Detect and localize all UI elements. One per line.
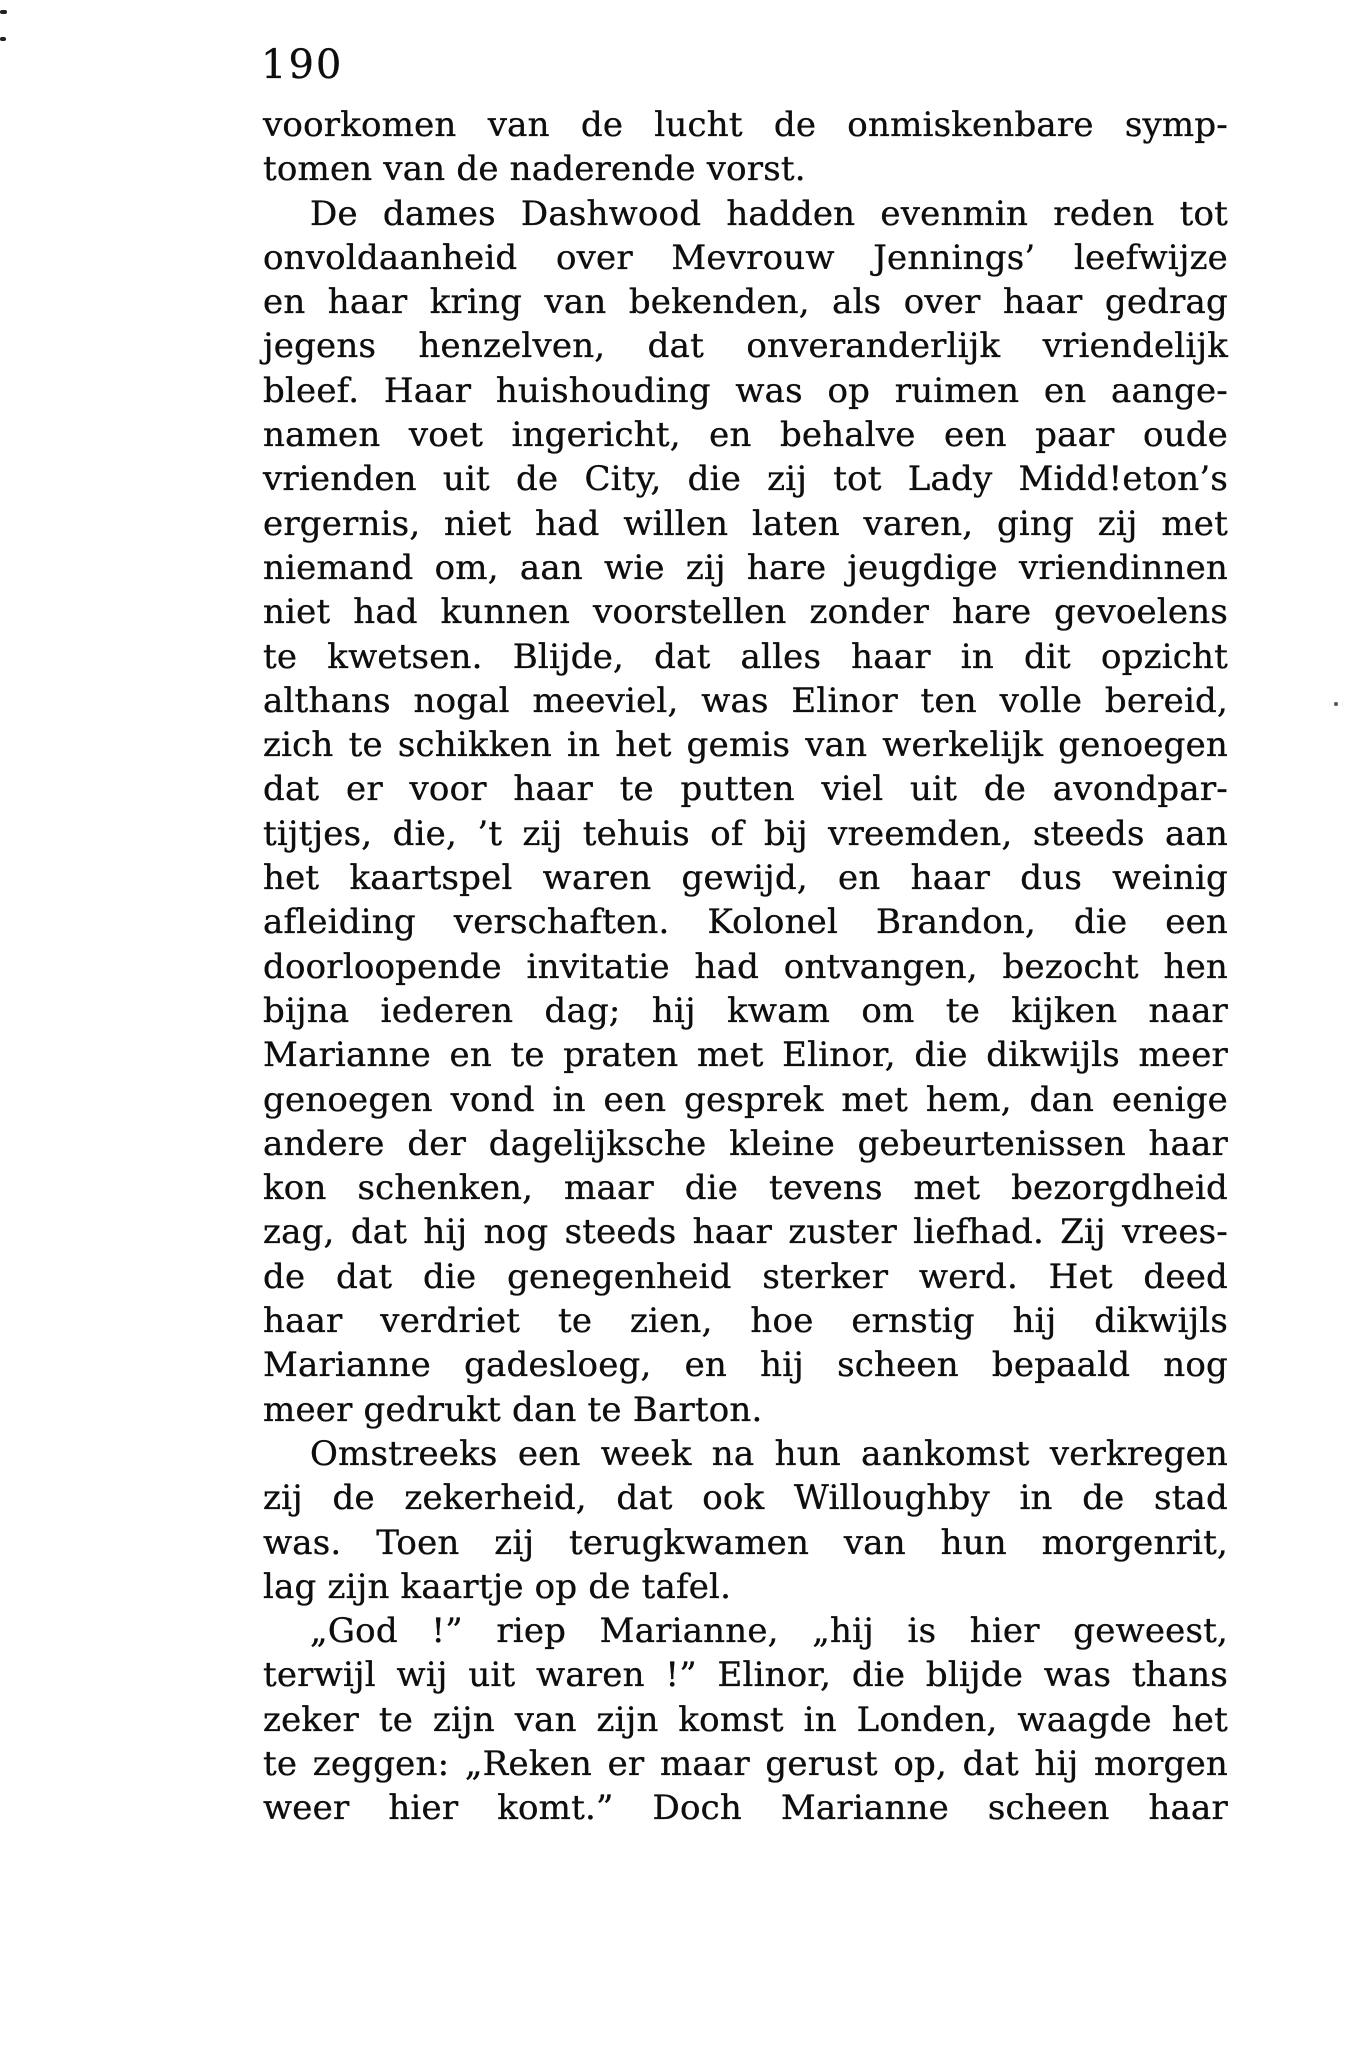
text-line: tomen van de naderende vorst. — [263, 149, 806, 190]
text-line: was. Toen zij terugkwamen van hun morgenrit, — [263, 1522, 1228, 1563]
text-line: kon schenken, maar die tevens met bezorgdheid — [263, 1168, 1228, 1209]
text-line: zich te schikken in het gemis van werkelijk genoegen — [263, 725, 1228, 766]
text-line: meer gedrukt dan te Barton. — [263, 1389, 763, 1430]
text-line: zeker te zijn van zijn komst in Londen, waagde het — [263, 1699, 1228, 1740]
text-line: „God !” riep Marianne, „hij is hier geweest, — [310, 1611, 1228, 1652]
text-line: onvoldaanheid over Mevrouw Jennings’ leefwijze — [263, 237, 1228, 278]
text-line: bijna iederen dag; hij kwam om te kijken naar — [263, 990, 1228, 1031]
text-line: weer hier komt.” Doch Marianne scheen haar — [263, 1788, 1228, 1829]
scan-speck — [0, 37, 6, 41]
text-line: Marianne gadesloeg, en hij scheen bepaald nog — [263, 1345, 1228, 1386]
text-line: de dat die genegenheid sterker werd. Het deed — [263, 1256, 1228, 1297]
text-line: niet had kunnen voorstellen zonder hare gevoelens — [263, 592, 1228, 633]
text-line: De dames Dashwood hadden evenmin reden tot — [310, 193, 1228, 234]
text-line: bleef. Haar huishouding was op ruimen en aange- — [263, 370, 1228, 411]
text-block — [263, 103, 1228, 1831]
text-line: tijtjes, die, ’t zij tehuis of bij vreemden, steeds aan — [263, 813, 1228, 854]
scan-speck — [1334, 702, 1338, 706]
text-line: zij de zekerheid, dat ook Willoughby in de stad — [263, 1478, 1228, 1519]
text-line: en haar kring van bekenden, als over haar gedrag — [263, 282, 1228, 323]
text-line: andere der dagelijksche kleine gebeurtenissen haar — [263, 1123, 1228, 1164]
text-line: te kwetsen. Blijde, dat alles haar in dit opzicht — [263, 636, 1228, 677]
text-line: afleiding verschaften. Kolonel Brandon, die een — [263, 902, 1228, 943]
text-line: haar verdriet te zien, hoe ernstig hij dikwijls — [263, 1301, 1228, 1342]
text-line: genoegen vond in een gesprek met hem, dan eenige — [263, 1079, 1228, 1120]
text-line: Marianne en te praten met Elinor, die dikwijls meer — [263, 1035, 1228, 1076]
text-line: voorkomen van de lucht de onmiskenbare symp- — [263, 105, 1228, 145]
text-line: Omstreeks een week na hun aankomst verkregen — [310, 1433, 1228, 1474]
text-line: jegens henzelven, dat onveranderlijk vriendelijk — [263, 326, 1228, 367]
text-line: te zeggen: „Reken er maar gerust op, dat hij morgen — [263, 1743, 1228, 1784]
text-line: zag, dat hij nog steeds haar zuster liefhad. Zij vrees- — [263, 1212, 1228, 1253]
page-number: 190 — [261, 42, 344, 88]
text-line: ergernis, niet had willen laten varen, ging zij met — [263, 503, 1228, 544]
text-line: namen voet ingericht, en behalve een paar oude — [263, 415, 1228, 456]
text-line: vrienden uit de City, die zij tot Lady Midd!eton’s — [263, 459, 1228, 500]
text-line: lag zijn kaartje op de tafel. — [263, 1566, 732, 1607]
text-line: terwijl wij uit waren !” Elinor, die blijde was thans — [263, 1655, 1228, 1696]
text-line: dat er voor haar te putten viel uit de avondpar- — [263, 769, 1228, 810]
text-line: althans nogal meeviel, was Elinor ten volle bereid, — [263, 680, 1228, 721]
text-line: het kaartspel waren gewijd, en haar dus weinig — [263, 858, 1228, 899]
text-line: doorloopende invitatie had ontvangen, bezocht hen — [263, 946, 1228, 987]
text-line: niemand om, aan wie zij hare jeugdige vriendinnen — [263, 547, 1228, 588]
scan-speck — [0, 10, 7, 14]
